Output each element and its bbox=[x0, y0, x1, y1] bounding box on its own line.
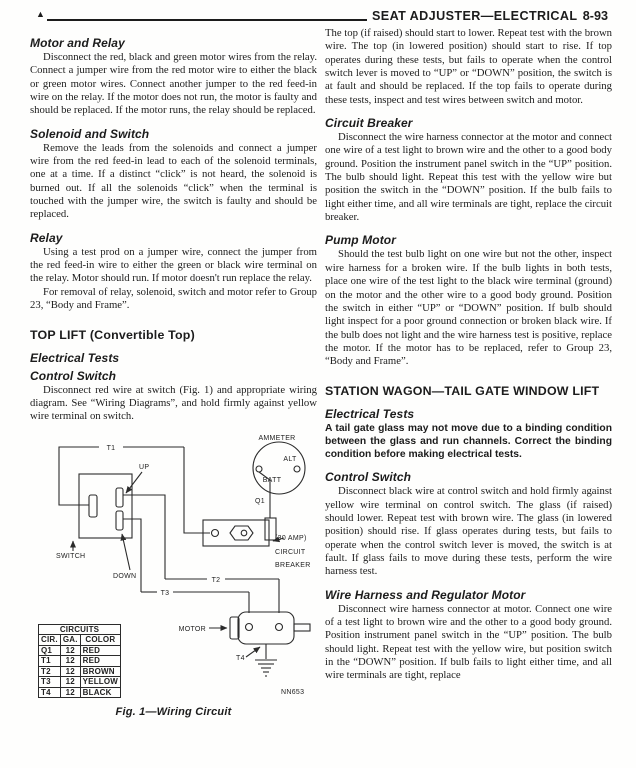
label-alt: ALT bbox=[283, 455, 297, 463]
label-breaker: BREAKER bbox=[275, 561, 311, 569]
label-q1: Q1 bbox=[255, 497, 265, 505]
cell-color: YELLOW bbox=[80, 677, 120, 688]
circuit-breaker-body bbox=[203, 520, 269, 546]
paragraph: The top (if raised) should start to lower. Repeat test with the brown wire. The top (in lowered position) should start to rise. If top operates during these tests, but fails to operate when the control switch lever is moved to “UP” or “DOWN” position, the switch is at fault and should be replaced. If the top fails to operate during these tests, inspect and test wires between switch and motor. bbox=[325, 27, 613, 106]
page-header bbox=[0, 4, 636, 28]
motor-shaft bbox=[294, 624, 310, 631]
label-batt: BATT bbox=[262, 476, 282, 484]
up-arrow bbox=[126, 472, 142, 493]
switch-terminal-slot-down bbox=[116, 511, 123, 530]
cell-ga: 12 bbox=[60, 666, 80, 677]
paragraph: Should the test bulb light on one wire but not the other, inspect wire harness for a broken wire. If the bulb lights in both tests, place one wire of the test light to the black wire terminal (ground) on the motor and the other wire to a good body ground. Position the switch in either “UP” or “DOWN” position. If bulb should light inspect for a poor ground connection or broken black wire. If the bulb does not light and the wire harness test is positive, replace the motor. If the motor has to be replaced, refer to Group 23, “Body and Frame”. bbox=[325, 248, 612, 368]
page-number: 8-93 bbox=[582, 9, 608, 23]
circuits-table bbox=[38, 624, 121, 699]
label-circuit: CIRCUIT bbox=[275, 548, 306, 556]
col-header-cir: CIR. bbox=[39, 635, 61, 646]
motor-terminal bbox=[276, 623, 283, 630]
content-columns bbox=[30, 27, 612, 719]
right-column bbox=[325, 27, 612, 719]
heading-electrical-tests: Electrical Tests bbox=[30, 350, 120, 365]
paragraph: Disconnect the red, black and green motor wires from the relay. Connect a jumper wire from the red motor wire to either the black or green motor wires. Connect another jumper to the red feed-in wire on the relay. If the motor does not run, the motor is faulty and should be replaced. If the motor runs, the relay should be replaced. bbox=[30, 51, 317, 117]
label-up: UP bbox=[139, 463, 150, 471]
table-row bbox=[39, 645, 121, 656]
heading-wire-harness: Wire Harness and Regulator Motor bbox=[325, 587, 526, 602]
label-t2: T2 bbox=[211, 576, 221, 584]
heading-electrical-tests: Electrical Tests bbox=[325, 406, 415, 421]
breaker-hex-terminal bbox=[241, 530, 247, 536]
heading-circuit-breaker: Circuit Breaker bbox=[325, 116, 413, 131]
paragraph: Remove the leads from the solenoids and connect a jumper wire from the red feed-in lead to each of the solenoid terminals, one at a time. If a distinct “click” is not heard, the solenoid is burned out. If all the solenoids “click” when the terminal is touched with the jumper wire, the switch is faulty and should be replaced. bbox=[30, 141, 317, 221]
down-arrow bbox=[122, 534, 130, 570]
cell-cir: T4 bbox=[39, 687, 61, 698]
heading-motor-and-relay: Motor and Relay bbox=[30, 36, 125, 50]
switch-body bbox=[79, 474, 132, 538]
label-t3: T3 bbox=[160, 589, 170, 597]
ammeter-batt-terminal bbox=[256, 466, 262, 472]
cell-color: RED bbox=[80, 656, 120, 667]
label-motor: MOTOR bbox=[178, 625, 206, 633]
paragraph: Using a test prod on a jumper wire, connect the jumper from the red feed-in wire to either the green or black wire terminal on the relay. Motor should run. If motor doesn't run replace the relay. bbox=[30, 245, 317, 285]
table-row bbox=[39, 677, 121, 688]
paragraph: Disconnect black wire at control switch and hold firmly against yellow wire terminal on control switch. The glass (if raised) should lower. Repeat test with brown wire. The glass (in lowered position) should rise. If glass operates during tests, but fails to operate when the control switch lever is moved, the switch is at fault. If glass fails to move during these tests, perform the wire harness test. bbox=[325, 485, 612, 578]
cell-cir: Q1 bbox=[39, 645, 61, 656]
switch-terminal-slot-up bbox=[116, 488, 123, 507]
cell-cir: T1 bbox=[39, 656, 61, 667]
triangle-marker-icon: ▲ bbox=[36, 9, 45, 19]
table-row bbox=[39, 666, 121, 677]
cell-cir: T2 bbox=[39, 666, 61, 677]
t4-arrow bbox=[246, 647, 260, 657]
figure-caption: Fig. 1—Wiring Circuit bbox=[115, 705, 232, 718]
paragraph: For removal of relay, solenoid, switch and motor refer to Group 23, “Body and Frame”. bbox=[30, 285, 317, 312]
switch-terminal-slot bbox=[89, 495, 97, 517]
paragraph: Disconnect wire harness connector at motor. Connect one wire of a test light to brown wire and the other to a good body ground. Position instrument panel switch in the “UP” position. The bulb should light. Repeat test with the yellow wire, but position switch in the “DOWN” position. If bulb fails to light either time, and all wire terminals are tight, replace bbox=[325, 602, 612, 682]
motor-terminal bbox=[246, 623, 253, 630]
cell-color: BROWN bbox=[80, 666, 120, 677]
label-t4: T4 bbox=[236, 654, 245, 662]
ammeter-body bbox=[253, 442, 305, 494]
table-row bbox=[39, 656, 121, 667]
cell-ga: 12 bbox=[60, 687, 80, 698]
heading-solenoid-and-switch: Solenoid and Switch bbox=[30, 126, 150, 141]
bold-paragraph: A tail gate glass may not move due to a binding condition between the glass and run channels. Correct the binding condition before making electrical tests. bbox=[325, 422, 612, 460]
paragraph: Disconnect the wire harness connector at the motor and connect one wire of a test light to brown wire and the other to a good body ground. Position the instrument panel switch in the “UP” position. The bulb should light. Repeat this test with the yellow wire but position the switch in the “DOWN” position. If the bulb fails to light either time, and all wire terminals are tight, replace the circuit breaker. bbox=[325, 131, 612, 224]
heading-relay: Relay bbox=[30, 230, 63, 245]
table-title: CIRCUITS bbox=[39, 624, 121, 635]
cell-cir: T3 bbox=[39, 677, 61, 688]
page-title: SEAT ADJUSTER—ELECTRICAL bbox=[372, 9, 578, 23]
col-header-color: COLOR bbox=[80, 635, 120, 646]
left-column bbox=[30, 27, 317, 719]
paragraph: Disconnect red wire at switch (Fig. 1) and appropriate wiring diagram. See “Wiring Diagrams”, and hold firmly against yellow wire terminal on switch. bbox=[30, 383, 317, 423]
ammeter-alt-terminal bbox=[294, 466, 300, 472]
cell-ga: 12 bbox=[60, 656, 80, 667]
figure-code: NN653 bbox=[281, 688, 305, 696]
breaker-terminal bbox=[212, 529, 219, 536]
label-30amp: (30 AMP) bbox=[275, 534, 307, 542]
cell-color: RED bbox=[80, 645, 120, 656]
label-t1: T1 bbox=[106, 444, 116, 452]
heading-control-switch: Control Switch bbox=[325, 470, 412, 485]
col-header-ga: GA. bbox=[60, 635, 80, 646]
heading-control-switch: Control Switch bbox=[30, 368, 117, 383]
cell-ga: 12 bbox=[60, 677, 80, 688]
label-down: DOWN bbox=[113, 572, 137, 580]
cell-color: BLACK bbox=[80, 687, 120, 698]
header-rule bbox=[47, 19, 367, 21]
label-switch: SWITCH bbox=[56, 552, 86, 560]
heading-pump-motor: Pump Motor bbox=[325, 233, 396, 248]
table-row bbox=[39, 687, 121, 698]
cell-ga: 12 bbox=[60, 645, 80, 656]
heading-station-wagon: STATION WAGON—TAIL GATE WINDOW LIFT bbox=[325, 383, 600, 398]
wiring-circuit-figure bbox=[30, 427, 317, 719]
label-ammeter: AMMETER bbox=[258, 434, 296, 442]
heading-top-lift: TOP LIFT (Convertible Top) bbox=[30, 327, 195, 342]
motor-body bbox=[238, 612, 294, 644]
